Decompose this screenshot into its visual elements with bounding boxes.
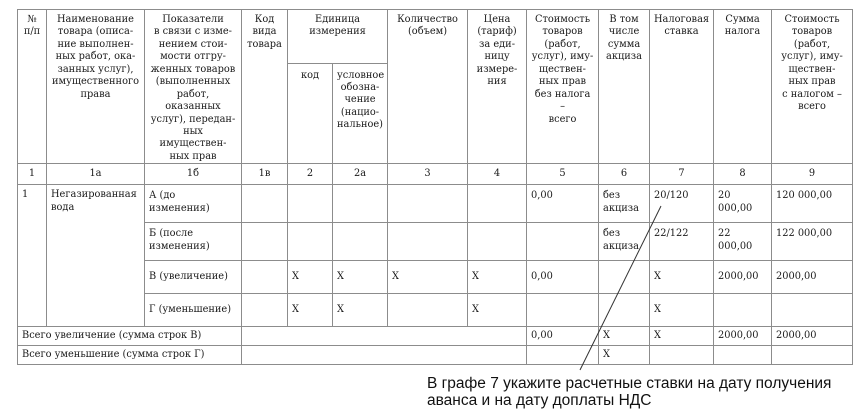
row-number: 1 <box>18 185 47 327</box>
column-number: 8 <box>714 164 772 185</box>
header-price: Цена (тариф) за еди- ницу измере- ния <box>468 10 527 164</box>
cost-value: 0,00 <box>527 261 599 294</box>
product-name: Негазированная вода <box>47 185 145 327</box>
column-number: 3 <box>388 164 468 185</box>
callout-line <box>580 206 661 370</box>
column-number: 1а <box>47 164 145 185</box>
header-cost-with-tax: Стоимость товаров (работ, услуг), иму- ществен- ных прав с налогом – всего <box>772 10 853 164</box>
column-number: 1 <box>18 164 47 185</box>
unit-name-value: Х <box>333 294 388 327</box>
indicator-label: Б (после изменения) <box>145 223 242 261</box>
column-number: 2 <box>288 164 333 185</box>
total-increase-label: Всего увеличение (сумма строк В) <box>18 327 242 346</box>
column-number: 4 <box>468 164 527 185</box>
header-unit-name: условное обозна- чение (нацио- нальное) <box>333 63 388 164</box>
header-unit-of-measure: Единица измерения <box>288 10 388 64</box>
excise-value: без акциза <box>599 185 650 223</box>
column-number: 5 <box>527 164 599 185</box>
excise-value: Х <box>599 327 650 346</box>
header-row-number: № п/п <box>18 10 47 164</box>
total-value: 120 000,00 <box>772 185 853 223</box>
column-number: 2а <box>333 164 388 185</box>
column-number: 1в <box>242 164 288 185</box>
header-excise: В том числе сумма акциза <box>599 10 650 164</box>
unit-name-value: Х <box>333 261 388 294</box>
price-value: Х <box>468 294 527 327</box>
indicator-label: В (увеличение) <box>145 261 242 294</box>
column-number: 1б <box>145 164 242 185</box>
total-decrease-label: Всего уменьшение (сумма строк Г) <box>18 346 242 365</box>
header-tax-rate: Налоговая ставка <box>650 10 714 164</box>
tax-amount-value: 22 000,00 <box>714 223 772 261</box>
tax-amount-value: 2000,00 <box>714 327 772 346</box>
tax-rate-value: 20/120 <box>650 185 714 223</box>
total-value: 2000,00 <box>772 327 853 346</box>
tax-rate-value: Х <box>650 261 714 294</box>
indicator-label: Г (уменьшение) <box>145 294 242 327</box>
header-tax-amount: Сумма налога <box>714 10 772 164</box>
header-product-type-code: Код вида товара <box>242 10 288 164</box>
tax-amount-value: 2000,00 <box>714 261 772 294</box>
unit-code-value: Х <box>288 261 333 294</box>
header-unit-code: код <box>288 63 333 164</box>
quantity-value: Х <box>388 261 468 294</box>
column-number: 7 <box>650 164 714 185</box>
tax-rate-value: Х <box>650 294 714 327</box>
cost-value: 0,00 <box>527 327 599 346</box>
excise-value: без акциза <box>599 223 650 261</box>
column-number: 6 <box>599 164 650 185</box>
tax-amount-value: 20 000,00 <box>714 185 772 223</box>
column-number: 9 <box>772 164 853 185</box>
indicator-label: А (до изменения) <box>145 185 242 223</box>
tax-rate-value: Х <box>650 327 714 346</box>
unit-code-value: Х <box>288 294 333 327</box>
cost-value: 0,00 <box>527 185 599 223</box>
header-change-indicators: Показатели в связи с изме- нением стои- мости отгру- женных товаров (выполненных работ, оказанных услуг), передан- ных имуществен- ных прав <box>145 10 242 164</box>
callout-note: В графе 7 укажите расчетные ставки на дату получения аванса и на дату доплаты НДС <box>427 375 832 409</box>
total-value: 122 000,00 <box>772 223 853 261</box>
price-value: Х <box>468 261 527 294</box>
header-quantity: Количество (объем) <box>388 10 468 164</box>
excise-value: Х <box>599 346 650 365</box>
header-cost-without-tax: Стоимость товаров (работ, услуг), иму- ществен- ных прав без налога – всего <box>527 10 599 164</box>
tax-rate-value: 22/122 <box>650 223 714 261</box>
total-value: 2000,00 <box>772 261 853 294</box>
header-product-name: Наименование товара (описа- ние выполнен- ных работ, ока- занных услуг), имущественного права <box>47 10 145 164</box>
